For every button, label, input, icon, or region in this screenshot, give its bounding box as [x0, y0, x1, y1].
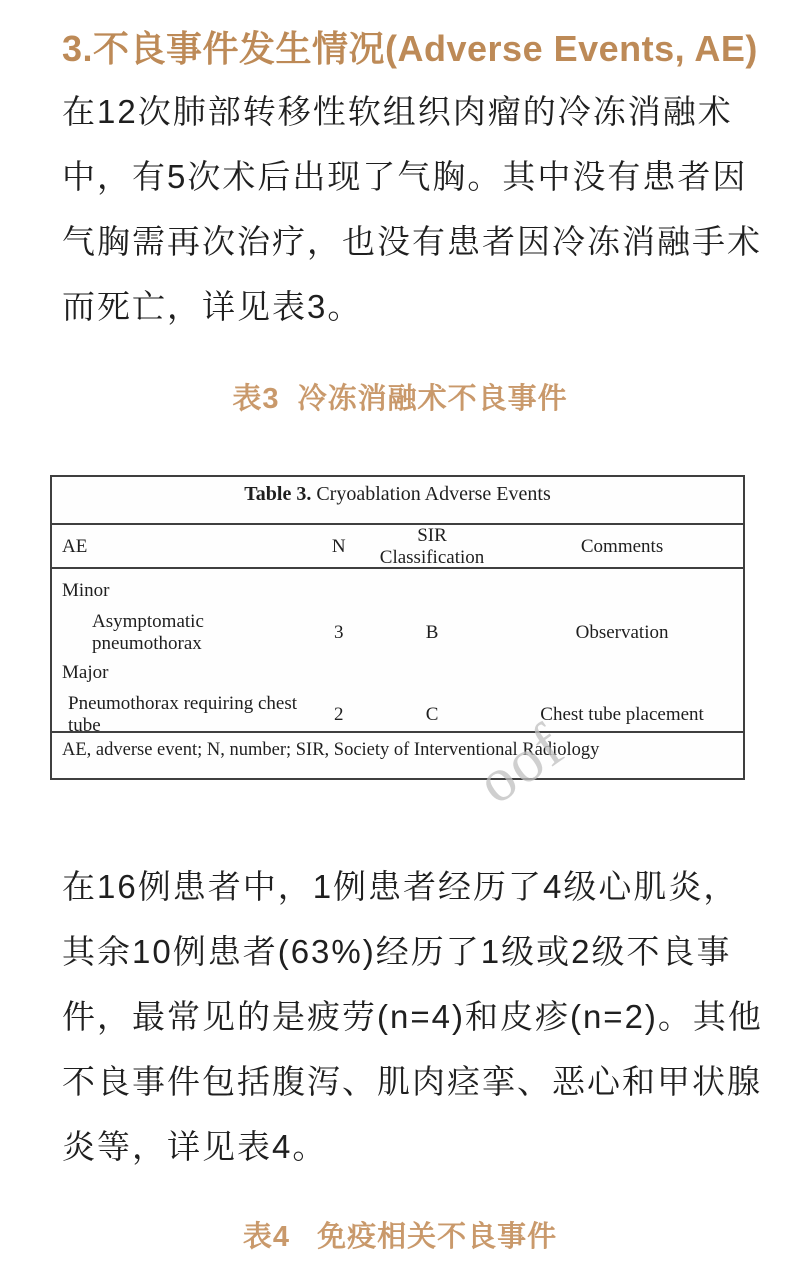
column-header-sir: SIR Classification — [379, 525, 485, 568]
text-line: 炎等，详见表4。 — [62, 1128, 328, 1165]
column-header-n: N — [331, 536, 346, 557]
text-line: 不良事件包括腹泻、肌肉痉挛、恶心和甲状腺 — [62, 1063, 762, 1100]
cell-comments: Chest tube placement — [540, 704, 704, 725]
cell-n: 3 — [334, 622, 344, 643]
section-heading: 3.不良事件发生情况(Adverse Events, AE) — [62, 28, 758, 69]
cell-ae: Minor — [62, 579, 110, 601]
paragraph-1 — [62, 79, 762, 339]
table3-title-number: Table 3. — [244, 483, 312, 505]
cell-sir: B — [425, 622, 439, 643]
column-header-ae: AE — [62, 536, 88, 557]
table-row — [52, 652, 743, 693]
table3-footnote: AE, adverse event; N, number; SIR, Society of Interventional Radiology — [62, 740, 600, 760]
cell-comments: Observation — [575, 622, 669, 643]
cell-sir: C — [425, 704, 439, 725]
table-row — [52, 570, 743, 611]
cell-ae: Asymptomatic pneumothorax — [92, 611, 204, 654]
text-line: 气胸需再次治疗，也没有患者因冷冻消融手术 — [62, 223, 762, 260]
table3-title-text: Cryoablation Adverse Events — [311, 483, 551, 505]
table-row — [52, 693, 743, 734]
watermark-text: oof — [465, 710, 577, 818]
table3-caption: 表3 冷冻消融术不良事件 — [232, 383, 568, 415]
text-line: 其余10例患者(63%)经历了1级或2级不良事 — [62, 933, 732, 970]
text-line: 在16例患者中，1例患者经历了4级心肌炎， — [62, 868, 739, 905]
table-row — [52, 611, 743, 652]
cell-n: 2 — [334, 704, 344, 725]
text-line: 在12次肺部转移性软组织肉瘤的冷冻消融术 — [62, 93, 733, 130]
table3-body — [52, 569, 743, 736]
paragraph-2 — [62, 854, 762, 1179]
text-line: 件，最常见的是疲劳(n=4)和皮疹(n=2)。其他 — [62, 998, 763, 1035]
table3-figure — [50, 475, 745, 818]
table3-title — [52, 477, 743, 525]
table4-caption: 表4 免疫相关不良事件 — [242, 1221, 558, 1253]
cell-ae: Pneumothorax requiring chest tube — [68, 693, 298, 736]
cell-ae: Major — [62, 661, 109, 683]
text-line: 而死亡，详见表3。 — [62, 288, 363, 325]
column-header-comments: Comments — [580, 536, 664, 557]
table3-header-row — [52, 525, 743, 569]
text-line: 中，有5次术后出现了气胸。其中没有患者因 — [62, 158, 748, 195]
